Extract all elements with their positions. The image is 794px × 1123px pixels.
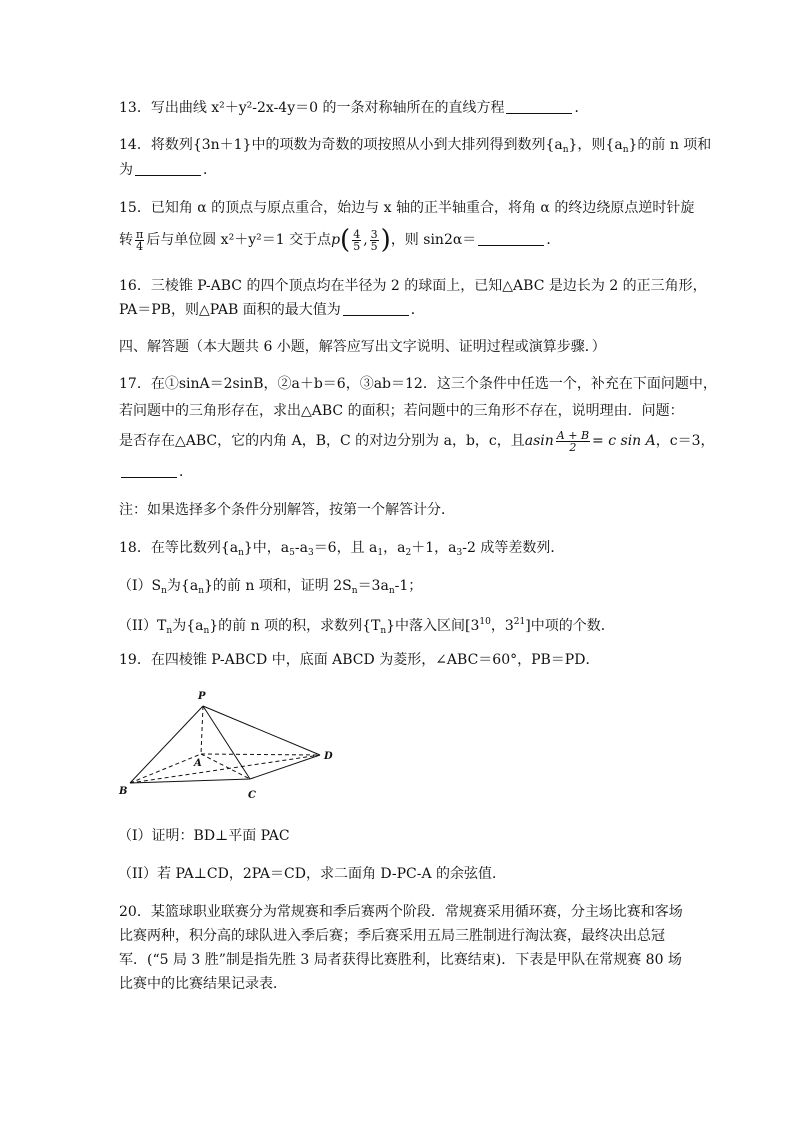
q14-end: ． xyxy=(203,162,217,178)
q20-line3: 军．(“5 局 3 胜”制是指先胜 3 局者获得比赛胜利，比赛结束)．下表是甲队在常规赛 80 场 xyxy=(119,952,682,968)
q19-part1: （I）证明：BD⊥平面 PAC xyxy=(118,828,290,844)
q15-line2: 转 $\frac{\pi}{4}$ 后与单位圆 x²＋y²＝1 交于点p( $\frac{4}{5}$ , $\frac{3}{5}$ )，则 sin2α＝ ． xyxy=(119,225,561,255)
q15-text-b: 转 xyxy=(119,232,133,248)
pyramid-figure xyxy=(112,686,342,806)
q19-line1: 19．在四棱锥 P-ABCD 中，底面 ABCD 为菱形，∠ABC＝60°，PB＝PD． xyxy=(119,652,600,668)
q17-fraction: $\frac{A + B}{2}$ xyxy=(556,428,590,454)
q17-text-a: 17．在①sinA＝2sinB，②a＋b＝6，③ab＝12．这三个条件中任选一个，补充在下面问题中， xyxy=(119,376,717,392)
q14-sub: n xyxy=(622,145,629,155)
q13-text: 13．写出曲线 x²＋y²-2x-4y＝0 的一条对称轴所在的直线方程 xyxy=(119,100,505,116)
q20-line2: 比赛两种，积分高的球队进入季后赛；季后赛采用五局三胜制进行淘汰赛，最终决出总冠 xyxy=(119,928,665,944)
note: 注：如果选择多个条件分别解答，按第一个解答计分． xyxy=(119,502,455,518)
q14-text-a: 14．将数列{3n＋1}中的项数为奇数的项按照从小到大排列得到数列{a xyxy=(119,137,563,153)
q17-line1 xyxy=(119,374,717,394)
q16-line2 xyxy=(119,300,425,320)
q15-text-c: 后与单位圆 x²＋y²＝1 交于点 xyxy=(146,232,332,248)
q16-text-b: PA＝PB，则△PAB 面积的最大值为 xyxy=(119,302,341,318)
q15-point-p: p xyxy=(331,232,341,248)
q16-text-a: 16．三棱锥 P-ABC 的四个顶点均在半径为 2 的球面上，已知△ABC 是边长为 2 的正三角形， xyxy=(119,278,707,294)
q18-line1: 18．在等比数列$\{a_n\}$中，$a_5-a_3=6$，且 $a_1$，$a_2+1$，$a_3-2$ 成等差数列． xyxy=(119,540,565,558)
q15-line1 xyxy=(119,198,694,218)
vertex-label-b: B xyxy=(119,786,128,797)
q16-answer-blank xyxy=(343,301,409,316)
q13-answer-blank xyxy=(506,99,572,114)
vertex-label-p: P xyxy=(198,691,206,702)
vertex-label-d: D xyxy=(324,751,333,762)
q14-answer-blank xyxy=(135,161,201,176)
q16-line1 xyxy=(119,276,707,296)
q15-frac-3-5: $\frac{3}{5}$ xyxy=(370,227,378,253)
q15-end: ． xyxy=(546,232,561,248)
q20-line4: 比赛中的比赛结果记录表． xyxy=(119,976,287,992)
q14-sub: n xyxy=(562,145,569,155)
q14-text-b: }，则{a xyxy=(568,137,623,153)
vertex-label-a: A xyxy=(194,758,202,769)
q13-line xyxy=(119,98,588,118)
q17-answer-blank xyxy=(121,463,177,478)
q17-text-b: 若问题中的三角形存在，求出△ABC 的面积；若问题中的三角形不存在，说明理由．问题： xyxy=(119,403,684,419)
q17-line4 xyxy=(119,462,193,482)
q18-part1: $(I)S_n$为$\{a_n\}$的前 n 项和，证明 $2S_n=3a_n-1$； xyxy=(118,578,423,596)
q14-line2 xyxy=(119,160,217,180)
q17-text-d: ，c＝3， xyxy=(655,433,715,449)
q14-text-c: }的前 n 项和 xyxy=(628,137,712,153)
q13-end: ． xyxy=(574,100,589,116)
q17-text-c: 是否存在△ABC，它的内角 A，B，C 的对边分别为 a，b，c，且 xyxy=(119,433,525,449)
q19-part2: （II）若 PA⊥CD，2PA＝CD，求二面角 D-PC-A 的余弦值． xyxy=(118,866,507,882)
q15-text-d: ，则 sin2α＝ xyxy=(390,232,477,248)
q20-line1: 20．某篮球职业联赛分为常规赛和季后赛两个阶段．常规赛采用循环赛，分主场比赛和客场 xyxy=(119,904,683,920)
q17-end: ． xyxy=(179,464,193,480)
q15-frac-4-5: $\frac{4}{5}$ xyxy=(353,227,361,253)
q17-line2 xyxy=(119,401,684,421)
q14-text-d: 为 xyxy=(119,162,133,178)
q15-pi-over-4: $\frac{\pi}{4}$ xyxy=(136,227,144,253)
q17-line3: 是否存在△ABC，它的内角 A，B，C 的对边分别为 a，b，c，且asin $\frac{A + B}{2}$ = c sin A，c＝3， xyxy=(119,428,715,454)
q16-end: ． xyxy=(410,302,425,318)
q15-answer-blank xyxy=(478,231,544,246)
vertex-label-c: C xyxy=(248,790,256,801)
q18-part2: $(II)T_n$为$\{a_n\}$的前 n 项的积，求数列$\{T_n\}$中落入区间[$3^{10}$，$3^{21}$]中项的个数． xyxy=(118,617,615,636)
q17-equation: = c sin A xyxy=(592,433,656,449)
q14-line1 xyxy=(119,135,711,160)
q15-text-a: 15．已知角 α 的顶点与原点重合，始边与 x 轴的正半轴重合，将角 α 的终边绕原点逆时针旋 xyxy=(119,200,695,216)
section-heading: 四、解答题（本大题共 6 小题，解答应写出文字说明、证明过程或演算步骤．） xyxy=(119,339,606,355)
